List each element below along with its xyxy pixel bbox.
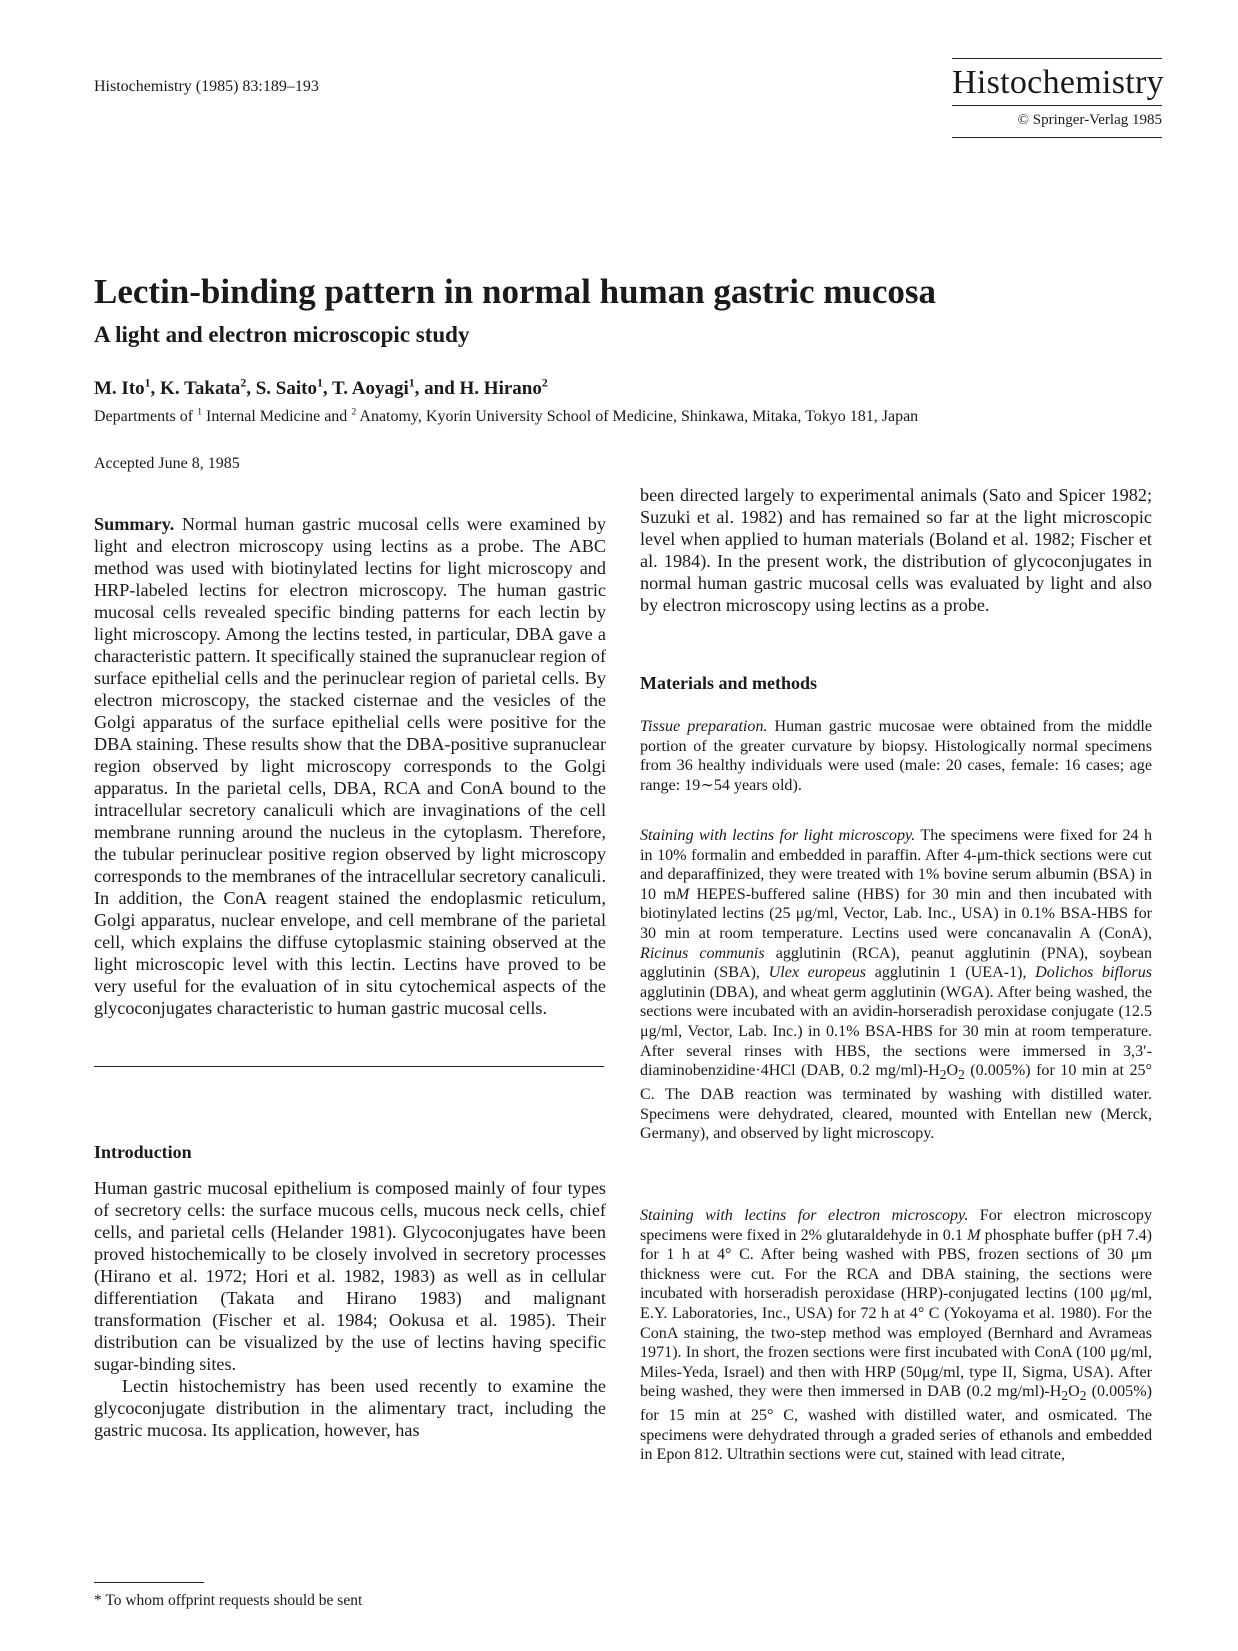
- left-column: [94, 513, 606, 1019]
- journal-name: Histochemistry: [952, 64, 1164, 101]
- introduction-paragraph-2: Lectin histochemistry has been used recently to examine the glycoconjugate distribution in the alimentary tract, including the gastric mucosa. Its application, however, has: [94, 1376, 606, 1440]
- author: H. Hirano: [459, 378, 542, 399]
- summary-text: Normal human gastric mucosal cells were examined by light and electron microscopy using lectins as a probe. The ABC method was used with biotinylated lectins for light microscopy and HRP-labeled lectins for electron microscopy. The human gastric mucosal cells revealed specific binding patterns for each lectin by light microscopy. Among the lectins tested, in particular, DBA gave a characteristic pattern. It specifically stained the supranuclear region of surface epithelial cells and the perinuclear region of parietal cells. By electron microscopy, the stacked cisternae and the vesicles of the Golgi apparatus of the surface epithelial cells were positive for the DBA staining. These results show that the DBA-positive supranuclear region observed by light microscopy corresponds to the Golgi apparatus. In the parietal cells, DBA, RCA and ConA bound to the intracellular secretory canaliculi which are invaginations of the cell membrane running around the nucleus in the cytoplasm. Therefore, the tubular perinuclear positive region observed by light microscopy corresponds to the membranes of the intracellular secretory canaliculi. In addition, the ConA reagent stained the endoplasmic reticulum, Golgi apparatus, nuclear envelope, and cell membrane of the parietal cell, which explains the diffuse cytoplasmic staining observed at the light microscopic level with this lectin. Lectins have proved to be very useful for the evaluation of in situ cytochemical aspects of the glycoconjugates characteristic to human gastric mucosal cells.: [94, 514, 606, 1018]
- introduction-heading: Introduction: [94, 1142, 192, 1162]
- tissue-preparation-text: Human gastric mucosae were obtained from the middle portion of the greater curvature by biopsy. Histologically normal specimens from 36 healthy individuals were used (male: 20 cases, female: 16 cases; age range: 19∼54 years old).: [640, 718, 1152, 794]
- introduction-paragraph-2-continued: been directed largely to experimental animals (Sato and Spicer 1982; Suzuki et al. 1982) and has remained so far at the light microscopic level when applied to human materials (Boland et al. 1982; Fischer et al. 1984). In the present work, the distribution of glycoconjugates in normal human gastric mucosal cells was evaluated by light and also by electron microscopy using lectins as a probe.: [640, 485, 1152, 615]
- tissue-preparation-section: [640, 717, 1152, 795]
- running-head: Histochemistry (1985) 83:189–193: [94, 78, 319, 95]
- article-title: Lectin-binding pattern in normal human gastric mucosa: [94, 272, 936, 311]
- affiliation-text: Anatomy, Kyorin University School of Medicine, Shinkawa, Mitaka, Tokyo 181, Japan: [356, 408, 919, 425]
- lm-text: agglutinin 1 (UEA-1),: [866, 964, 1036, 982]
- em-text: (0.005%) for 15 min at 25° C, washed with distilled water, and osmicated. The specimens were dehydrated through a graded series of ethanols and embedded in Epon 812. Ultrathin sections were cut, stained with lead citrate,: [640, 1383, 1152, 1464]
- introduction-section: [94, 1141, 606, 1441]
- light-microscopy-label: Staining with lectins for light microscopy.: [640, 827, 916, 844]
- lm-text: O: [946, 1062, 959, 1080]
- em-text: M: [967, 1226, 981, 1244]
- lm-subscript: 2: [958, 1067, 965, 1083]
- author: S. Saito: [255, 378, 317, 399]
- lm-species: Dolichos biflorus: [1035, 964, 1153, 982]
- author-affiliation-mark: 2: [541, 376, 548, 390]
- section-divider: [94, 1066, 604, 1067]
- summary-label: Summary.: [94, 514, 175, 534]
- electron-microscopy-section: [640, 1206, 1152, 1465]
- author-affiliation-mark: 1: [144, 376, 151, 390]
- right-column-intro-continued: [640, 484, 1152, 616]
- footnote: * To whom offprint requests should be sent: [94, 1592, 363, 1609]
- electron-microscopy-label: Staining with lectins for electron microscopy.: [640, 1207, 969, 1224]
- em-subscript: 2: [1079, 1388, 1087, 1404]
- em-subscript: 2: [1061, 1388, 1069, 1404]
- em-text: O: [1068, 1383, 1080, 1401]
- affiliation-mark: 1: [197, 406, 203, 418]
- journal-block: [952, 58, 1162, 138]
- footnote-rule: [94, 1582, 204, 1583]
- author: T. Aoyagi: [332, 378, 409, 399]
- journal-top-rule: [952, 58, 1162, 59]
- affiliation: [94, 408, 918, 426]
- affiliation-mark: 2: [351, 406, 357, 418]
- author-list: [94, 378, 548, 400]
- lm-text: (0.005%) for 10 min at 25° C. The DAB reaction was terminated by washing with distilled water. Specimens were dehydrated, cleared, mounted with Entellan new (Merck, Germany), and observed by light microscopy.: [640, 1062, 1152, 1143]
- author-affiliation-mark: 1: [408, 376, 415, 390]
- author-separator: , and: [414, 378, 460, 399]
- author-separator: ,: [322, 378, 333, 399]
- lm-text: M: [675, 885, 690, 903]
- em-text: For electron microscopy specimens were fixed in 2% glutaraldehyde in 0.1: [640, 1207, 1153, 1244]
- tissue-preparation-label: Tissue preparation.: [640, 718, 768, 735]
- author-affiliation-mark: 1: [316, 376, 323, 390]
- lm-subscript: 2: [939, 1067, 947, 1083]
- author: K. Takata: [160, 378, 241, 399]
- author-separator: ,: [246, 378, 256, 399]
- accepted-date: Accepted June 8, 1985: [94, 455, 240, 472]
- article-subtitle: A light and electron microscopic study: [94, 322, 470, 347]
- copyright: © Springer-Verlag 1985: [1017, 112, 1162, 128]
- journal-bottom-rule: [952, 137, 1162, 138]
- affiliation-text: Internal Medicine and: [202, 408, 352, 425]
- summary-paragraph: [94, 513, 606, 1019]
- author-affiliation-mark: 2: [240, 376, 247, 390]
- em-text: phosphate buffer (pH 7.4) for 1 h at 4° C. After being washed with PBS, frozen sections of 30 μm thickness were cut. For the RCA and DBA staining, the sections were incubated with horseradish peroxidase (HRP)-conjugated lectins (100 μg/ml, E.Y. Laboratories, Inc., USA) for 72 h at 4° C (Yokoyama et al. 1980). For the ConA staining, the two-step method was employed (Bernhard and Avrameas 1971). In short, the frozen sections were first incubated with ConA (100 μg/ml, Miles-Yeda, Israel) and then with HRP (50μg/ml, type II, Sigma, USA). After being washed, they were then immersed in DAB (0.2 mg/ml)-H: [640, 1226, 1152, 1401]
- author: M. Ito: [94, 378, 145, 399]
- light-microscopy-section: [640, 826, 1152, 1144]
- lm-species: Ulex europeus: [768, 964, 867, 982]
- journal-mid-rule: [952, 105, 1162, 106]
- lm-text: The specimens were fixed for 24 h in 10% formalin and embedded in paraffin. After 4-μm-thick sections were cut and deparaffinized, they were treated with 1% bovine serum albumin (BSA) in 10 m: [640, 827, 1152, 903]
- affiliation-text: Departments of: [94, 408, 198, 425]
- introduction-paragraph-1: Human gastric mucosal epithelium is composed mainly of four types of secretory cells: the surface mucous cells, mucous neck cells, chief cells, and parietal cells (Helander 1981). Glycoconjugates have been proved histochemically to be closely involved in secretory processes (Hirano et al. 1972; Hori et al. 1982, 1983) as well as in cellular differentiation (Takata and Hirano 1983) and malignant transformation (Fischer et al. 1984; Ookusa et al. 1985). Their distribution can be visualized by the use of lectins having specific sugar-binding sites.: [94, 1178, 606, 1374]
- lm-text: HEPES-buffered saline (HBS) for 30 min and then incubated with biotinylated lectins (25 μg/ml, Vector, Lab. Inc., USA) in 0.1% BSA-HBS for 30 min at room temperature. Lectins used were concanavalin A (ConA),: [640, 885, 1152, 942]
- lm-species: Ricinus communis: [640, 944, 765, 962]
- lm-text: agglutinin (RCA), peanut agglutinin (PNA), soybean agglutinin (SBA),: [640, 944, 1153, 982]
- tissue-preparation-paragraph: [640, 717, 1152, 795]
- lm-text: agglutinin (DBA), and wheat germ agglutinin (WGA). After being washed, the sections were incubated with an avidin-horseradish peroxidase conjugate (12.5 μg/ml, Vector, Lab. Inc.) in 0.1% BSA-HBS for 30 min at room temperature. After several rinses with HBS, the sections were immersed in 3,3′-diaminobenzidine·4HCl (DAB, 0.2 mg/ml)-H: [640, 983, 1152, 1080]
- methods-heading: Materials and methods: [640, 673, 817, 693]
- electron-microscopy-paragraph: [640, 1206, 1152, 1465]
- author-separator: ,: [150, 378, 161, 399]
- methods-heading-block: [640, 673, 1152, 694]
- light-microscopy-paragraph: [640, 826, 1152, 1144]
